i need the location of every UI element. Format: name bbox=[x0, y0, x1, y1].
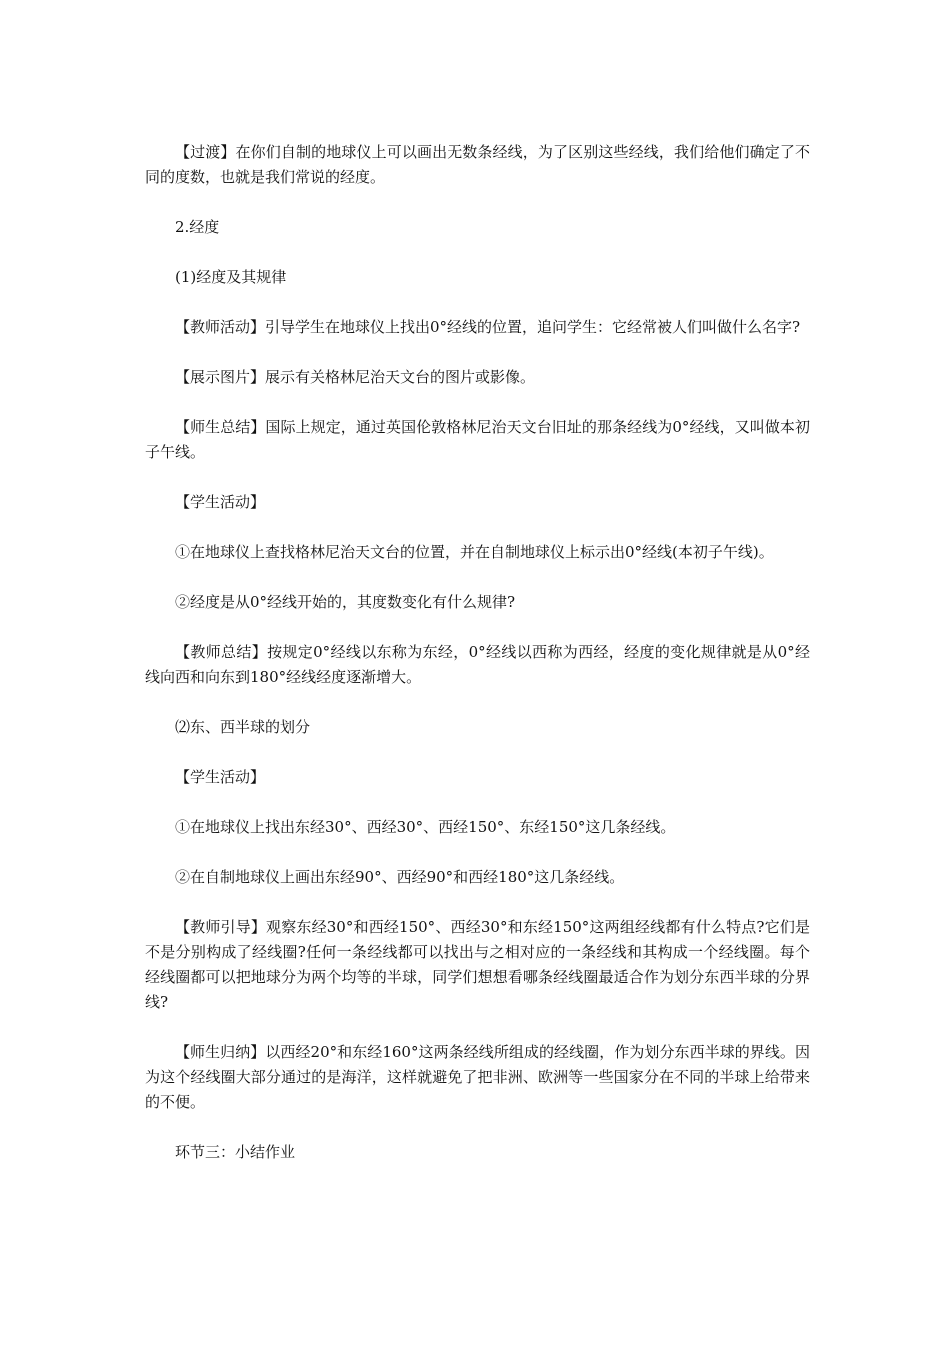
heading-longitude: 2.经度 bbox=[175, 218, 220, 236]
paragraph-student-activity: 【学生活动】 bbox=[175, 493, 266, 511]
paragraph-student-activity-2: 【学生活动】 bbox=[175, 768, 266, 786]
paragraph-conclusion: 【师生归纳】以西经20°和东经160°这两条经线所组成的经线圈，作为划分东西半球的界线。因为这个经线圈大部分通过的是海洋，这样就避免了把非洲、欧洲等一些国家分在不同的半球上给带来的不便。 bbox=[145, 1043, 810, 1111]
paragraph-teacher-activity: 【教师活动】引导学生在地球仪上找出0°经线的位置，追问学生：它经常被人们叫做什么名字? bbox=[175, 318, 801, 336]
subheading-longitude-rules: (1)经度及其规律 bbox=[175, 268, 287, 286]
heading-section-three: 环节三：小结作业 bbox=[175, 1143, 296, 1161]
paragraph-teacher-summary: 【教师总结】按规定0°经线以东称为东经，0°经线以西称为西经，经度的变化规律就是从0°经线向西和向东到180°经线经度逐渐增大。 bbox=[145, 643, 810, 686]
paragraph-transition: 【过渡】在你们自制的地球仪上可以画出无数条经线，为了区别这些经线，我们给他们确定了不同的度数，也就是我们常说的经度。 bbox=[145, 143, 810, 186]
paragraph-activity-item-4: ②在自制地球仪上画出东经90°、西经90°和西经180°这几条经线。 bbox=[175, 868, 625, 886]
subheading-hemispheres: ⑵东、西半球的划分 bbox=[175, 718, 311, 736]
paragraph-activity-item-1: ①在地球仪上查找格林尼治天文台的位置，并在自制地球仪上标示出0°经线(本初子午线)。 bbox=[175, 543, 774, 561]
paragraph-activity-item-2: ②经度是从0°经线开始的，其度数变化有什么规律? bbox=[175, 593, 516, 611]
document-body bbox=[145, 140, 810, 1190]
paragraph-summary: 【师生总结】国际上规定，通过英国伦敦格林尼治天文台旧址的那条经线为0°经线，又叫做本初子午线。 bbox=[145, 418, 810, 461]
paragraph-teacher-guide: 【教师引导】观察东经30°和西经150°、西经30°和东经150°这两组经线都有什么特点?它们是不是分别构成了经线圈?任何一条经线都可以找出与之相对应的一条经线和其构成一个经线圈。每个经线圈都可以把地球分为两个均等的半球，同学们想想看哪条经线圈最适合作为划分东西半球的分界线? bbox=[145, 918, 810, 1011]
paragraph-activity-item-3: ①在地球仪上找出东经30°、西经30°、西经150°、东经150°这几条经线。 bbox=[175, 818, 676, 836]
paragraph-show-pictures: 【展示图片】展示有关格林尼治天文台的图片或影像。 bbox=[175, 368, 536, 386]
